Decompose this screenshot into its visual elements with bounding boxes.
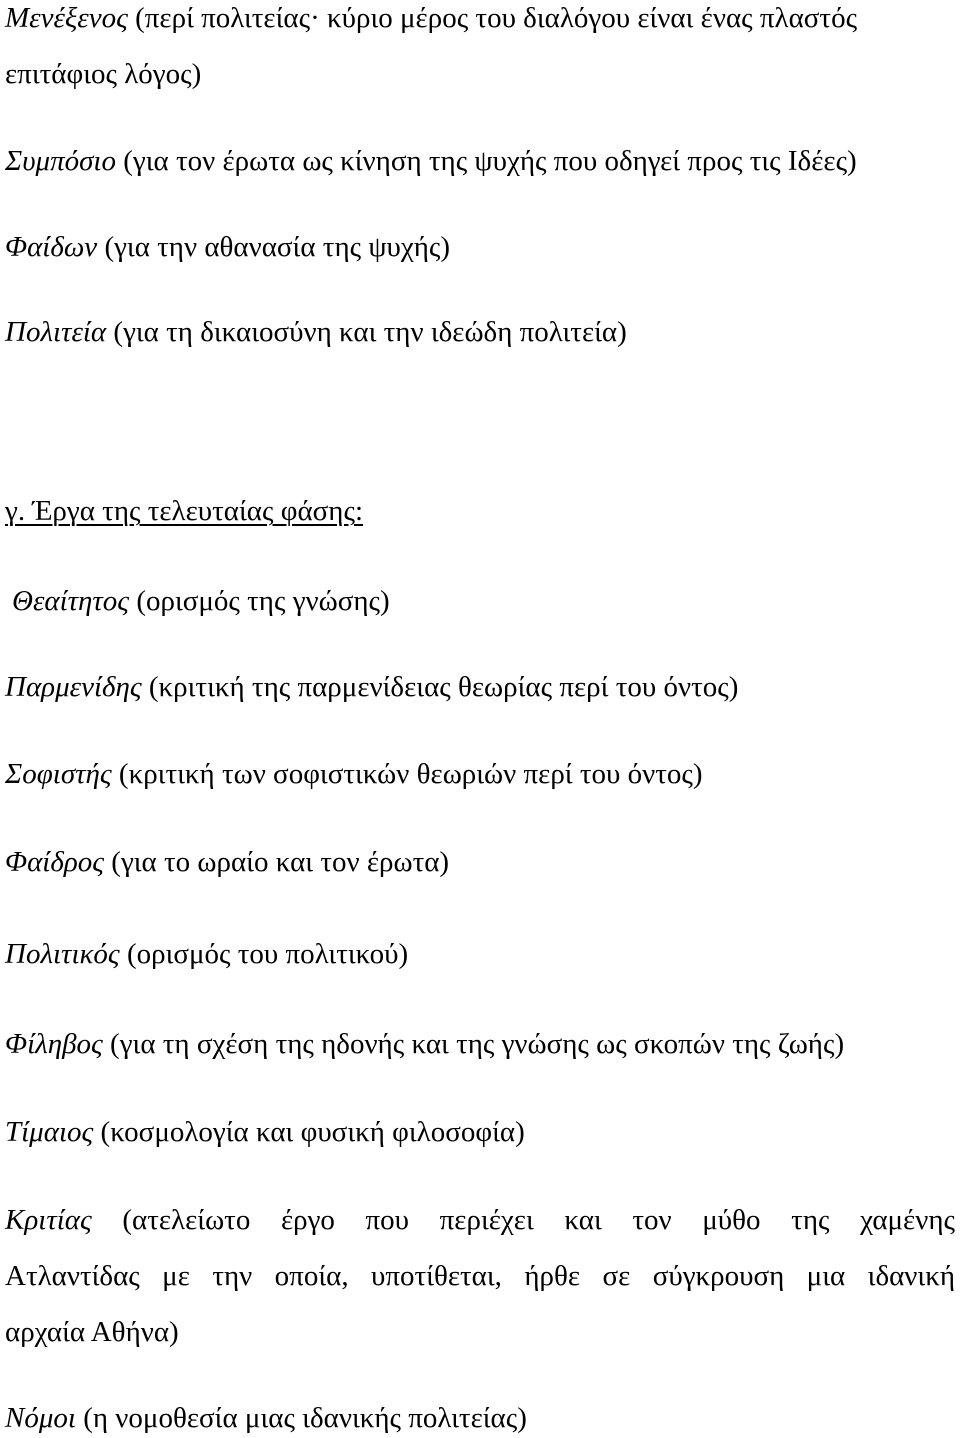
work-description: αρχαία Αθήνα) (5, 1316, 179, 1348)
work-title: Θεαίτητος (12, 585, 130, 617)
work-title: Κριτίας (5, 1204, 92, 1236)
work-description: (ατελείωτο έργο που περιέχει και τον μύθο της χαμένης (122, 1204, 955, 1236)
work-description: (για τον έρωτα ως κίνηση της ψυχής που οδηγεί προς τις Ιδέες) (123, 145, 857, 177)
work-title: Συμπόσιο (5, 145, 116, 177)
work-entry-phaedo (5, 233, 450, 262)
work-description: Ατλαντίδας με την οποία, υποτίθεται, ήρθε σε σύγκρουση μια ιδανική (5, 1260, 955, 1292)
work-description: (για τη σχέση της ηδονής και της γνώσης ως σκοπών της ζωής) (110, 1028, 845, 1060)
work-entry-parmenides (5, 673, 738, 702)
work-entry-timaeus (5, 1118, 525, 1147)
work-title: Μενέξενος (5, 2, 128, 34)
work-description: (για την αθανασία της ψυχής) (104, 231, 451, 263)
work-entry-sophist (5, 760, 703, 789)
work-entry-symposium (5, 147, 857, 176)
work-description: (η νομοθεσία μιας ιδανικής πολιτείας) (83, 1402, 527, 1434)
work-entry-menexenus (5, 4, 857, 33)
work-entry-menexenus-continued (5, 60, 201, 89)
work-description: (ορισμός του πολιτικού) (126, 938, 409, 970)
work-description: (περί πολιτείας· κύριο μέρος του διαλόγου είναι ένας πλαστός (135, 2, 858, 34)
work-entry-laws (5, 1404, 527, 1433)
work-title: Τίμαιος (5, 1116, 94, 1148)
work-description: (ορισμός της γνώσης) (136, 585, 390, 617)
work-description: (κριτική των σοφιστικών θεωριών περί του όντος) (118, 758, 703, 790)
work-entry-philebus (5, 1030, 844, 1059)
work-entry-republic (5, 318, 627, 347)
work-description: (κριτική της παρμενίδειας θεωρίας περί του όντος) (148, 671, 739, 703)
work-title: Πολιτικός (5, 938, 120, 970)
work-title: Σοφιστής (5, 758, 112, 790)
work-description: επιτάφιος λόγος) (5, 58, 202, 90)
work-entry-critias-end (5, 1318, 179, 1347)
work-entry-phaedrus (5, 848, 449, 877)
work-entry-statesman (5, 940, 408, 969)
work-entry-critias (5, 1206, 955, 1235)
work-title: Φαίδων (5, 231, 98, 263)
section-heading: γ. Έργα της τελευταίας φάσης: (5, 495, 363, 527)
work-entry-theaetetus (12, 587, 390, 616)
work-title: Πολιτεία (5, 316, 107, 348)
work-title: Παρμενίδης (5, 671, 142, 703)
work-description: (για το ωραίο και τον έρωτα) (111, 846, 450, 878)
work-title: Φίληβος (5, 1028, 103, 1060)
work-description: (για τη δικαιοσύνη και την ιδεώδη πολιτεία) (113, 316, 627, 348)
work-title: Νόμοι (5, 1402, 76, 1434)
work-entry-critias-continued (5, 1262, 955, 1291)
work-title: Φαίδρος (5, 846, 105, 878)
work-description: (κοσμολογία και φυσική φιλοσοφία) (100, 1116, 525, 1148)
